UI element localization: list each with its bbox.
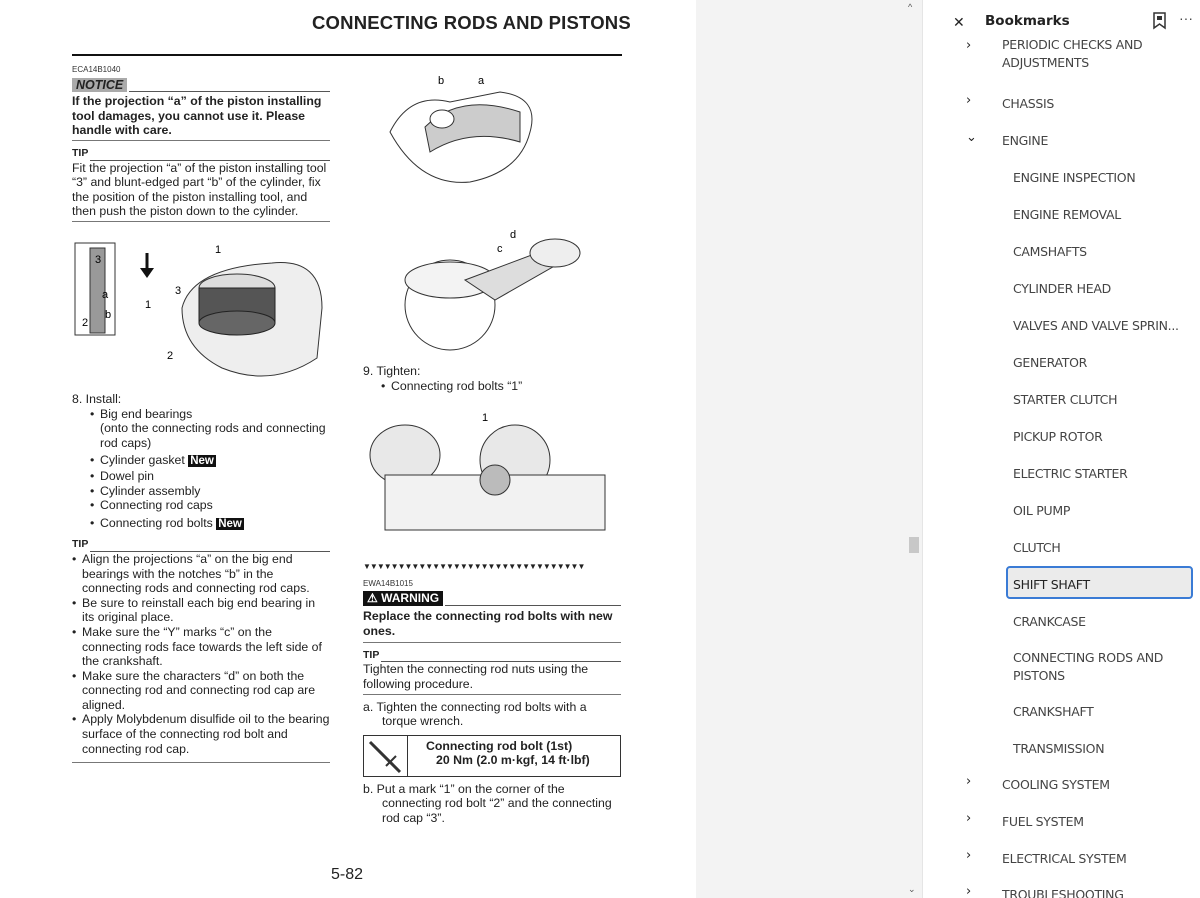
install-item: • Connecting rod caps bbox=[90, 498, 330, 513]
chevron-right-icon[interactable]: › bbox=[966, 774, 972, 789]
install-item: • Cylinder gasket New bbox=[90, 453, 330, 469]
fig-label: 2 bbox=[82, 317, 89, 329]
fig-label: d bbox=[510, 229, 517, 241]
chevron-right-icon[interactable]: › bbox=[966, 93, 972, 108]
warning-label: ⚠ WARNING bbox=[363, 591, 443, 606]
fig-label: b bbox=[105, 309, 112, 321]
bookmark-item[interactable]: CRANKSHAFT bbox=[1013, 704, 1094, 719]
notice-code: ECA14B1040 bbox=[72, 65, 121, 74]
spec-name: Connecting rod bolt (1st) bbox=[426, 738, 573, 753]
tip-label: TIP bbox=[72, 538, 89, 551]
warning-section bbox=[363, 560, 621, 826]
bookmark-item[interactable]: CONNECTING RODS AND PISTONS bbox=[1013, 650, 1164, 683]
fig-label: 3 bbox=[175, 285, 182, 297]
step-8: 8. Install: bbox=[72, 392, 122, 406]
torque-spec bbox=[363, 735, 621, 777]
bookmark-item[interactable]: TROUBLESHOOTING bbox=[1002, 887, 1124, 898]
new-badge: New bbox=[190, 455, 214, 468]
piston-install-figure bbox=[72, 238, 332, 388]
notice-label: NOTICE bbox=[72, 78, 127, 93]
tip-item: • Align the projections “a” on the big end bearings with the notches “b” in the connecting rods and connecting rod caps. bbox=[72, 552, 330, 596]
warning-code: EWA14B1015 bbox=[363, 578, 413, 588]
tip-item: • Apply Molybdenum disulfide oil to the bearing surface of the connecting rod bolt and connecting rod cap. bbox=[72, 712, 330, 756]
fig-label: a bbox=[478, 75, 485, 87]
bookmark-item[interactable]: OIL PUMP bbox=[1013, 503, 1071, 518]
bookmarks-panel bbox=[922, 0, 1200, 898]
bookmark-item[interactable]: ELECTRICAL SYSTEM bbox=[1002, 851, 1127, 866]
bookmark-item[interactable]: VALVES AND VALVE SPRIN... bbox=[1013, 318, 1179, 333]
step-b: b. Put a mark “1” on the corner of the connecting rod bolt “2” and the connecting rod cap “3”. bbox=[363, 781, 612, 825]
chevron-down-icon[interactable]: ⌄ bbox=[966, 130, 977, 145]
warning-icon: ⚠ bbox=[367, 591, 382, 606]
torque-wrench-icon bbox=[364, 736, 408, 776]
step-9 bbox=[363, 364, 621, 393]
chevron-right-icon[interactable]: › bbox=[966, 848, 972, 863]
bookmark-item[interactable]: CRANKCASE bbox=[1013, 614, 1086, 629]
bookmark-item[interactable]: PICKUP ROTOR bbox=[1013, 429, 1103, 444]
bookmarks-title: Bookmarks bbox=[985, 13, 1070, 29]
tip-item: • Make sure the “Y” marks “c” on the connecting rods face towards the left side of the crankshaft. bbox=[72, 625, 330, 669]
chevron-right-icon[interactable]: › bbox=[966, 38, 972, 53]
chevron-right-icon[interactable]: › bbox=[966, 884, 972, 898]
warning-triangles: ▼▼▼▼▼▼▼▼▼▼▼▼▼▼▼▼▼▼▼▼▼▼▼▼▼▼▼▼▼▼▼▼ bbox=[363, 562, 585, 571]
connecting-rod-figure bbox=[395, 225, 595, 355]
scrollbar-thumb[interactable] bbox=[909, 537, 919, 553]
fig-label: 3 bbox=[95, 254, 102, 266]
crankshaft-figure bbox=[365, 405, 620, 545]
step-9-item: • Connecting rod bolts “1” bbox=[381, 379, 621, 394]
tip-text: Fit the projection “a” of the piston installing tool “3” and blunt-edged part “b” of the cylinder, fix the position of the piston installing tool, and then push the piston down to the cylinder. bbox=[72, 160, 327, 219]
page-title: CONNECTING RODS AND PISTONS bbox=[312, 12, 631, 33]
page-number: 5-82 bbox=[331, 866, 364, 883]
step-9-label: 9. Tighten: bbox=[363, 364, 421, 378]
bookmark-item[interactable]: CLUTCH bbox=[1013, 540, 1061, 555]
close-icon[interactable]: ✕ bbox=[953, 14, 965, 30]
new-badge: New bbox=[218, 517, 242, 530]
bookmark-item[interactable]: ENGINE INSPECTION bbox=[1013, 170, 1136, 185]
fig-label: b bbox=[438, 75, 445, 87]
tip-text: Tighten the connecting rod nuts using the following procedure. bbox=[363, 662, 589, 691]
bookmark-item[interactable]: COOLING SYSTEM bbox=[1002, 777, 1110, 792]
bookmark-item[interactable]: CYLINDER HEAD bbox=[1013, 281, 1111, 296]
bookmark-item[interactable]: FUEL SYSTEM bbox=[1002, 814, 1084, 829]
install-item: • Cylinder assembly bbox=[90, 484, 330, 499]
tip-item: • Make sure the characters “d” on both the connecting rod and connecting rod cap are aligned. bbox=[72, 669, 330, 713]
fig-label: 1 bbox=[215, 244, 222, 256]
scroll-down-icon[interactable]: ⌄ bbox=[908, 884, 916, 894]
bookmark-item[interactable]: TRANSMISSION bbox=[1013, 741, 1105, 756]
tip-label: TIP bbox=[363, 648, 380, 661]
fig-label: 1 bbox=[482, 412, 489, 424]
install-section bbox=[72, 392, 330, 765]
fig-label: 1 bbox=[145, 299, 152, 311]
tip-label: TIP bbox=[72, 146, 89, 159]
bookmark-item[interactable]: ENGINE bbox=[1002, 133, 1049, 148]
step-a: a. Tighten the connecting rod bolts with a torque wrench. bbox=[363, 699, 587, 729]
bookmark-item[interactable]: STARTER CLUTCH bbox=[1013, 392, 1118, 407]
spec-value: 20 Nm (2.0 m·kgf, 14 ft·lbf) bbox=[436, 753, 590, 768]
title-rule bbox=[72, 54, 622, 56]
install-item: • Dowel pin bbox=[90, 469, 330, 484]
fig-label: 2 bbox=[167, 350, 174, 362]
chevron-right-icon[interactable]: › bbox=[966, 811, 972, 826]
left-column bbox=[72, 63, 330, 224]
fig-label: c bbox=[497, 243, 503, 255]
scroll-up-icon[interactable]: ^ bbox=[908, 2, 913, 12]
vertical-scrollbar[interactable] bbox=[905, 0, 921, 898]
bookmark-item[interactable]: CHASSIS bbox=[1002, 96, 1055, 111]
bookmark-item[interactable]: CAMSHAFTS bbox=[1013, 244, 1087, 259]
bookmark-item[interactable]: ELECTRIC STARTER bbox=[1013, 466, 1128, 481]
bookmark-item[interactable]: ENGINE REMOVAL bbox=[1013, 207, 1121, 222]
more-options-icon[interactable]: ··· bbox=[1179, 10, 1193, 26]
bookmark-item[interactable]: GENERATOR bbox=[1013, 355, 1088, 370]
tip-item: • Be sure to reinstall each big end bearing in its original place. bbox=[72, 596, 330, 625]
bookmark-item[interactable]: PERIODIC CHECKS AND ADJUSTMENTS bbox=[1002, 37, 1143, 70]
bookmark-item[interactable]: SHIFT SHAFT bbox=[1013, 577, 1090, 592]
fig-label: a bbox=[102, 289, 109, 301]
notice-text: If the projection “a” of the piston installing tool damages, you cannot use it. Please handle with care. bbox=[72, 94, 322, 138]
install-item: • Big end bearings (onto the connecting rods and connecting rod caps) bbox=[90, 407, 330, 451]
bookmark-add-icon[interactable] bbox=[1153, 12, 1167, 35]
warning-text: Replace the connecting rod bolts with new ones. bbox=[363, 608, 613, 639]
bearing-figure bbox=[380, 72, 550, 192]
install-item: • Connecting rod bolts New bbox=[90, 516, 330, 532]
viewer-background bbox=[696, 0, 922, 898]
